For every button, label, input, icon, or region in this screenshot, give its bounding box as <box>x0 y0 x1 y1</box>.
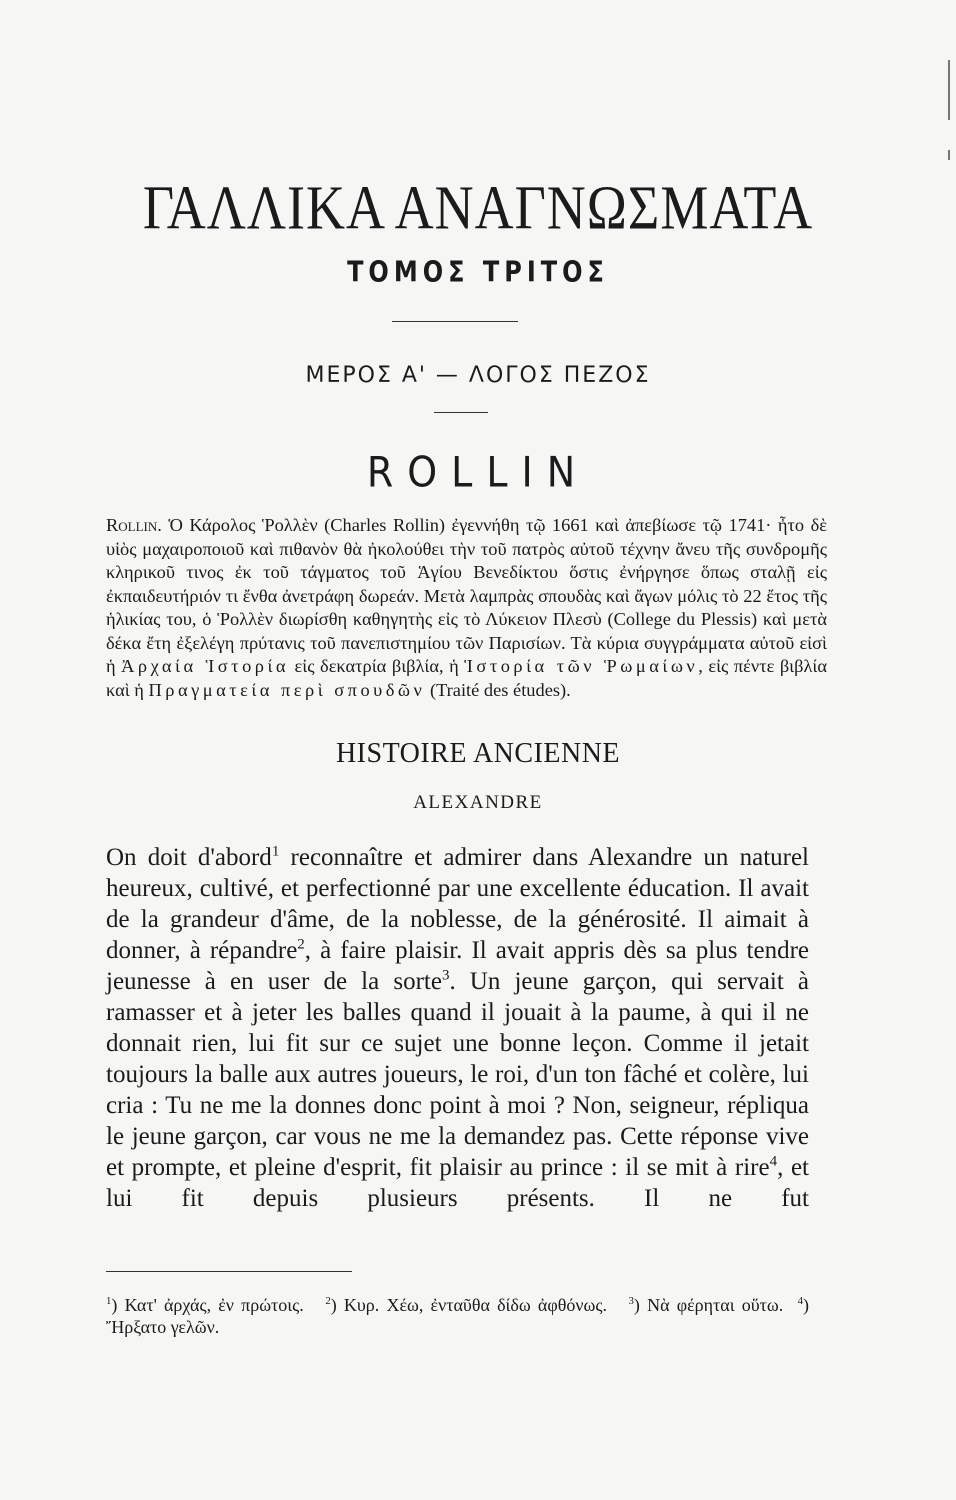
bio-text: Ὁ Κάρολος Ῥολλὲν (Charles Rollin) ἐγεννήθη τῷ 1661 καὶ ἀπεβίωσε τῷ 1741· ἦτο δὲ υἱὸς μαχαιροποιοῦ καὶ πιθανὸν θὰ ἠκολούθει τὴν τοῦ πατρὸς αὐτοῦ τέχνην ἄνευ τῆς συνδρομῆς κληρικοῦ τινος ἐκ τοῦ τάγματος τοῦ Ἁγίου Βενεδίκτου ὅστις ἐνήργησε ὅπως σταλῇ εἰς ἐκπαιδευτήριόν τι ἔνθα ἀνετράφη δωρεάν. Μετὰ λαμπρὰς σπουδὰς καὶ ἄγων μόλις τὸ 22 ἔτος τῆς ἡλικίας του, ὁ Ῥολλὲν διωρίσθη καθηγητὴς εἰς τὸ Λύκειον Πλεσὺ (College du Plessis) καὶ μετὰ δέκα ἔτη ἐξελέγη πρύτανις τοῦ πανεπιστημίου τῶν Παρισίων. Τὰ κύρια συγγράμματα αὐτοῦ εἰσὶ ἡ <box>106 515 827 676</box>
section-title: HISTOIRE ANCIENNE <box>335 738 621 769</box>
text-run: , à faire plaisir. Il avait appris dès sa plus tendre jeunesse à en user de la sorte <box>106 937 809 995</box>
footnote-number: 4 <box>797 1295 804 1307</box>
footnote-ref: 4 <box>769 1153 778 1170</box>
bio-text: , εἰς πέντε βιβλία καὶ ἡ <box>106 656 827 700</box>
page-edge-mark <box>948 150 950 160</box>
text-run: reconnaître et admirer dans Alexandre un naturel heureux, cultivé, et perfectionné par une excellente éducation. Il avait de la grandeur d'âme, de la noblesse, de la générosité. Il aimait à donner, à répandre <box>106 844 810 964</box>
footnotes <box>106 1294 809 1338</box>
bio-lead-name: Rollin. <box>106 515 162 535</box>
title-rule <box>392 321 518 322</box>
footnote-text: ) Κυρ. Χέω, ἐνταῦθα δίδω ἀφθόνως. <box>330 1295 607 1315</box>
author-heading: ROLLIN <box>366 447 590 497</box>
footnote-ref: 3 <box>441 967 450 984</box>
bio-text: (Traité des études). <box>425 679 571 700</box>
book-title: ΓΑΛΛΙΚΑ ΑΝΑΓΝΩΣΜΑΤΑ <box>142 173 814 243</box>
page-edge-mark <box>948 60 950 120</box>
part-title: ΜΕΡΟΣ Α' — ΛΟΓΟΣ ΠΕΖΟΣ <box>305 363 651 388</box>
part-rule <box>434 412 488 413</box>
main-text <box>106 842 809 1214</box>
footnote-ref: 2 <box>297 936 305 953</box>
section-subtitle: ALEXANDRE <box>413 792 543 813</box>
footnote-text: ) Ἤρξατο γελῶν. <box>106 1295 810 1337</box>
footnote-rule <box>106 1271 352 1272</box>
bio-work-title: Ἀρχαία Ἱστορία <box>121 656 290 676</box>
author-biography <box>106 514 827 702</box>
footnote-number: 1 <box>106 1295 112 1307</box>
footnote-number: 3 <box>628 1295 634 1307</box>
footnote-number: 2 <box>325 1295 331 1307</box>
text-run: On doit d'abord <box>106 844 272 871</box>
footnote-text: ) Κατ' ἀρχάς, ἐν πρώτοις. <box>111 1295 304 1315</box>
footnote-ref: 1 <box>271 843 280 860</box>
bio-work-title: Ἱστορία τῶν Ῥωμαίων <box>464 656 699 676</box>
bio-text: εἰς δεκατρία βιβλία, ἡ <box>289 656 465 676</box>
bio-work-title: Πραγματεία περὶ σπουδῶν <box>148 679 426 700</box>
text-run: , et lui fit depuis plusieurs présents. Il ne fut <box>106 1154 809 1212</box>
footnote-text: ) Νὰ φέρηται οὕτω. <box>633 1295 784 1315</box>
volume-title: ΤΟΜΟΣ ΤΡΙΤΟΣ <box>347 255 609 289</box>
text-run: . Un jeune garçon, qui servait à ramasser et à jeter les balles quand il jouait à la paume, à qui il ne donnait rien, lui fit sur ce sujet une bonne leçon. Comme il jetait toujours la balle aux autres joueurs, le roi, d'un ton fâché et colère, lui cria : Tu ne me la donnes donc point à moi ? Non, seigneur, répliqua le jeune garçon, car vous ne me la demandez pas. Cette réponse vive et prompte, et pleine d'esprit, fit plaisir au prince : il se mit à rire <box>106 968 809 1181</box>
